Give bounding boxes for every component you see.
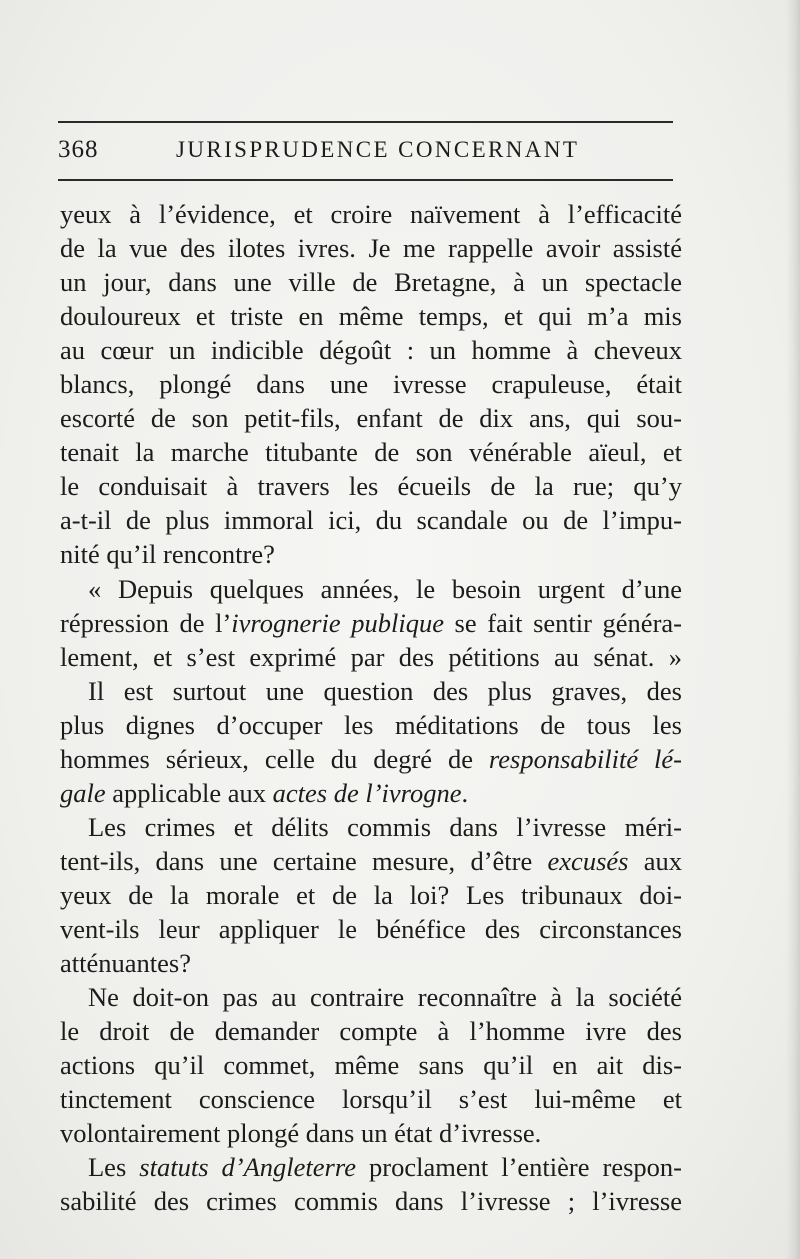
text-line	[60, 1150, 682, 1184]
text-line	[60, 742, 682, 776]
text-run: tenait la marche titubante de son vénérable aïeul, et	[60, 437, 682, 468]
text-line	[60, 1082, 682, 1116]
text-line	[60, 333, 682, 367]
text-line	[60, 776, 682, 810]
italic-text: ivrognerie publique	[231, 607, 444, 638]
page-header	[58, 136, 673, 166]
text-run: applicable aux	[105, 777, 273, 808]
text-run: se fait sentir généra-	[443, 607, 682, 638]
text-run: « Depuis quelques années, le besoin urgent d’une	[88, 573, 682, 604]
italic-text: responsabilité lé-	[488, 743, 682, 774]
text-run: tent-ils, dans une certaine mesure, d’être	[60, 845, 548, 876]
text-run: Les crimes et délits commis dans l’ivresse méri-	[88, 811, 682, 842]
text-line	[60, 503, 682, 537]
text-run: tinctement conscience lorsqu’il s’est lui-même et	[60, 1084, 682, 1115]
text-run: proclament l’entière respon-	[355, 1152, 682, 1183]
text-run: le droit de demander compte à l’homme ivre des	[60, 1016, 682, 1047]
text-line	[60, 469, 682, 503]
body-text	[60, 197, 682, 1218]
header-rule-bottom	[58, 179, 673, 181]
text-line	[60, 572, 682, 606]
text-run: hommes sérieux, celle du degré de	[60, 743, 489, 774]
text-line	[60, 640, 682, 674]
text-line	[60, 708, 682, 742]
text-run: au cœur un indicible dégoût : un homme à cheveux	[60, 335, 682, 366]
text-line	[60, 231, 682, 265]
text-run: nité qu’il rencontre?	[60, 539, 275, 570]
text-run: lement, et s’est exprimé par des pétitions au sénat. »	[60, 641, 682, 672]
text-line	[60, 1014, 682, 1048]
text-line	[60, 1116, 682, 1150]
text-line	[60, 980, 682, 1014]
page-edge-shadow	[786, 0, 800, 1259]
text-line	[60, 197, 682, 231]
text-run: volontairement plongé dans un état d’ivresse.	[60, 1118, 542, 1149]
text-run: escorté de son petit-fils, enfant de dix ans, qui sou-	[60, 403, 682, 434]
text-line	[60, 367, 682, 401]
text-run: atténuantes?	[60, 948, 191, 979]
text-run: vent-ils leur appliquer le bénéfice des circonstances	[60, 913, 682, 944]
text-line	[60, 844, 682, 878]
text-line	[60, 810, 682, 844]
page-number: 368	[58, 136, 99, 163]
text-run: actions qu’il commet, même sans qu’il en ait dis-	[60, 1050, 682, 1081]
text-line	[60, 912, 682, 946]
text-line	[60, 537, 682, 571]
text-run: un jour, dans une ville de Bretagne, à un spectacle	[60, 267, 682, 298]
text-line	[60, 674, 682, 708]
text-run: douloureux et triste en même temps, et qui m’a mis	[60, 301, 682, 332]
text-run: sabilité des crimes commis dans l’ivresse ; l’ivresse	[60, 1186, 682, 1217]
text-run: plus dignes d’occuper les méditations de tous les	[60, 709, 682, 740]
text-line	[60, 401, 682, 435]
text-run: Ne doit-on pas au contraire reconnaître à la société	[88, 982, 682, 1013]
text-line	[60, 1048, 682, 1082]
text-run: a-t-il de plus immoral ici, du scandale ou de l’impu-	[60, 505, 682, 536]
text-run: .	[461, 777, 469, 808]
header-rule-top	[58, 121, 673, 123]
text-line	[60, 606, 682, 640]
text-run: de la vue des ilotes ivres. Je me rappelle avoir assisté	[60, 233, 682, 264]
text-run: yeux à l’évidence, et croire naïvement à l’efficacité	[60, 199, 682, 229]
text-line	[60, 299, 682, 333]
italic-text: statuts d’Angleterre	[139, 1152, 356, 1183]
italic-text: actes de l’ivrogne	[272, 777, 462, 808]
text-run: Il est surtout une question des plus graves, des	[88, 675, 682, 706]
text-line	[60, 1184, 682, 1218]
running-head: JURISPRUDENCE CONCERNANT	[176, 137, 580, 162]
text-run: blancs, plongé dans une ivresse crapuleuse, était	[60, 369, 682, 400]
text-run: répression de l’	[60, 607, 232, 638]
text-line	[60, 946, 682, 980]
text-line	[60, 878, 682, 912]
text-run: yeux de la morale et de la loi? Les tribunaux doi-	[60, 879, 682, 910]
text-line	[60, 265, 682, 299]
italic-text: excusés	[547, 845, 629, 876]
text-run: le conduisait à travers les écueils de la rue; qu’y	[60, 471, 682, 502]
italic-text: gale	[60, 777, 106, 808]
text-run: aux	[628, 845, 683, 876]
text-run: Les	[88, 1152, 140, 1183]
text-line	[60, 435, 682, 469]
